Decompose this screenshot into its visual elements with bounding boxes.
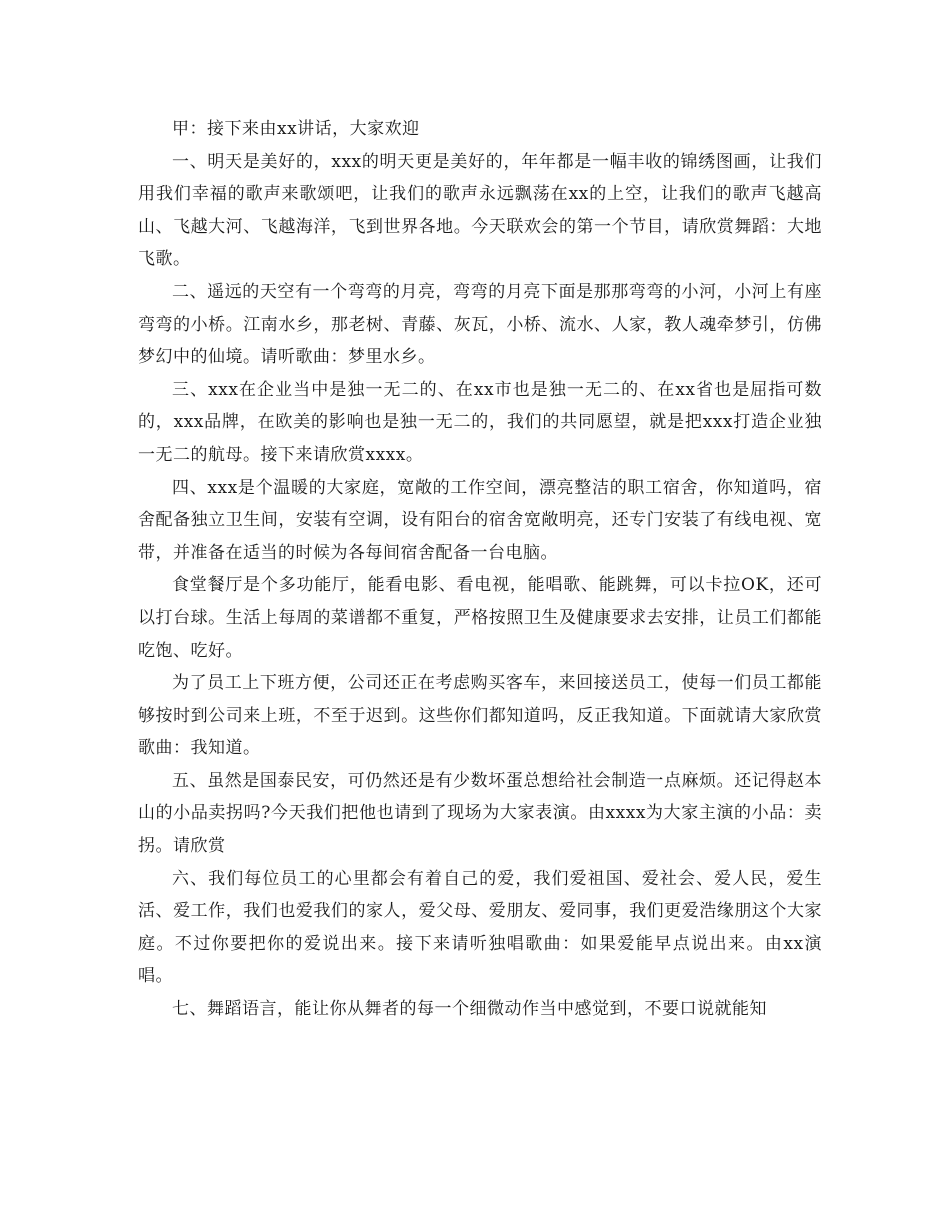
paragraph-4: 四、xxx是个温暖的大家庭，宽敞的工作空间，漂亮整洁的职工宿舍，你知道吗，宿舍配备独立卫生间，安装有空调，设有阳台的宿舍宽敞明亮，还专门安装了有线电视、宽带，并准备在适当的时候为各每间宿舍配备一台电脑。: [138, 477, 822, 563]
paragraph-1: 一、明天是美好的，xxx的明天更是美好的，年年都是一幅丰收的锦绣图画，让我们用我们幸福的歌声来歌颂吧，让我们的歌声永远飘荡在xx的上空，让我们的歌声飞越高山、飞越大河、飞越海洋，飞到世界各地。今天联欢会的第一个节目，请欣赏舞蹈：大地飞歌。: [138, 151, 822, 270]
paragraph-commute: 为了员工上下班方便，公司还正在考虑购买客车，来回接送员工，使每一们员工都能够按时到公司来上班，不至于迟到。这些你们都知道吗，反正我知道。下面就请大家欣赏歌曲：我知道。: [138, 673, 822, 759]
paragraph-5: 五、虽然是国泰民安，可仍然还是有少数坏蛋总想给社会制造一点麻烦。还记得赵本山的小品卖拐吗?今天我们把他也请到了现场为大家表演。由xxxx为大家主演的小品：卖拐。请欣赏: [138, 770, 822, 857]
paragraph-3: 三、xxx在企业当中是独一无二的、在xx市也是独一无二的、在xx省也是屈指可数的，xxx品牌，在欧美的影响也是独一无二的，我们的共同愿望，就是把xxx打造企业独一无二的航母。接下来请欣赏xxxx。: [138, 379, 822, 465]
paragraph-7: 七、舞蹈语言，能让你从舞者的每一个细微动作当中感觉到，不要口说就能知: [172, 999, 767, 1020]
paragraph-2: 二、遥远的天空有一个弯弯的月亮，弯弯的月亮下面是那那弯弯的小河，小河上有座弯弯的小桥。江南水乡，那老树、青藤、灰瓦，小桥、流水、人家，教人魂牵梦引，仿佛梦幻中的仙境。请听歌曲：梦里水乡。: [138, 281, 822, 368]
document-body: [138, 113, 822, 1026]
paragraph-6: 六、我们每位员工的心里都会有着自己的爱，我们爱祖国、爱社会、爱人民，爱生活、爱工作，我们也爱我们的家人，爱父母、爱朋友、爱同事，我们更爱浩缘朋这个大家庭。不过你要把你的爱说出来。接下来请听独唱歌曲：如果爱能早点说出来。由xx演唱。: [138, 868, 822, 987]
paragraph-intro: 甲：接下来由xx讲话，大家欢迎: [172, 119, 420, 139]
paragraph-canteen: 食堂餐厅是个多功能厅，能看电影、看电视，能唱歌、能跳舞，可以卡拉OK，还可以打台球。生活上每周的菜谱都不重复，严格按照卫生及健康要求去安排，让员工们都能吃饱、吃好。: [138, 575, 822, 661]
